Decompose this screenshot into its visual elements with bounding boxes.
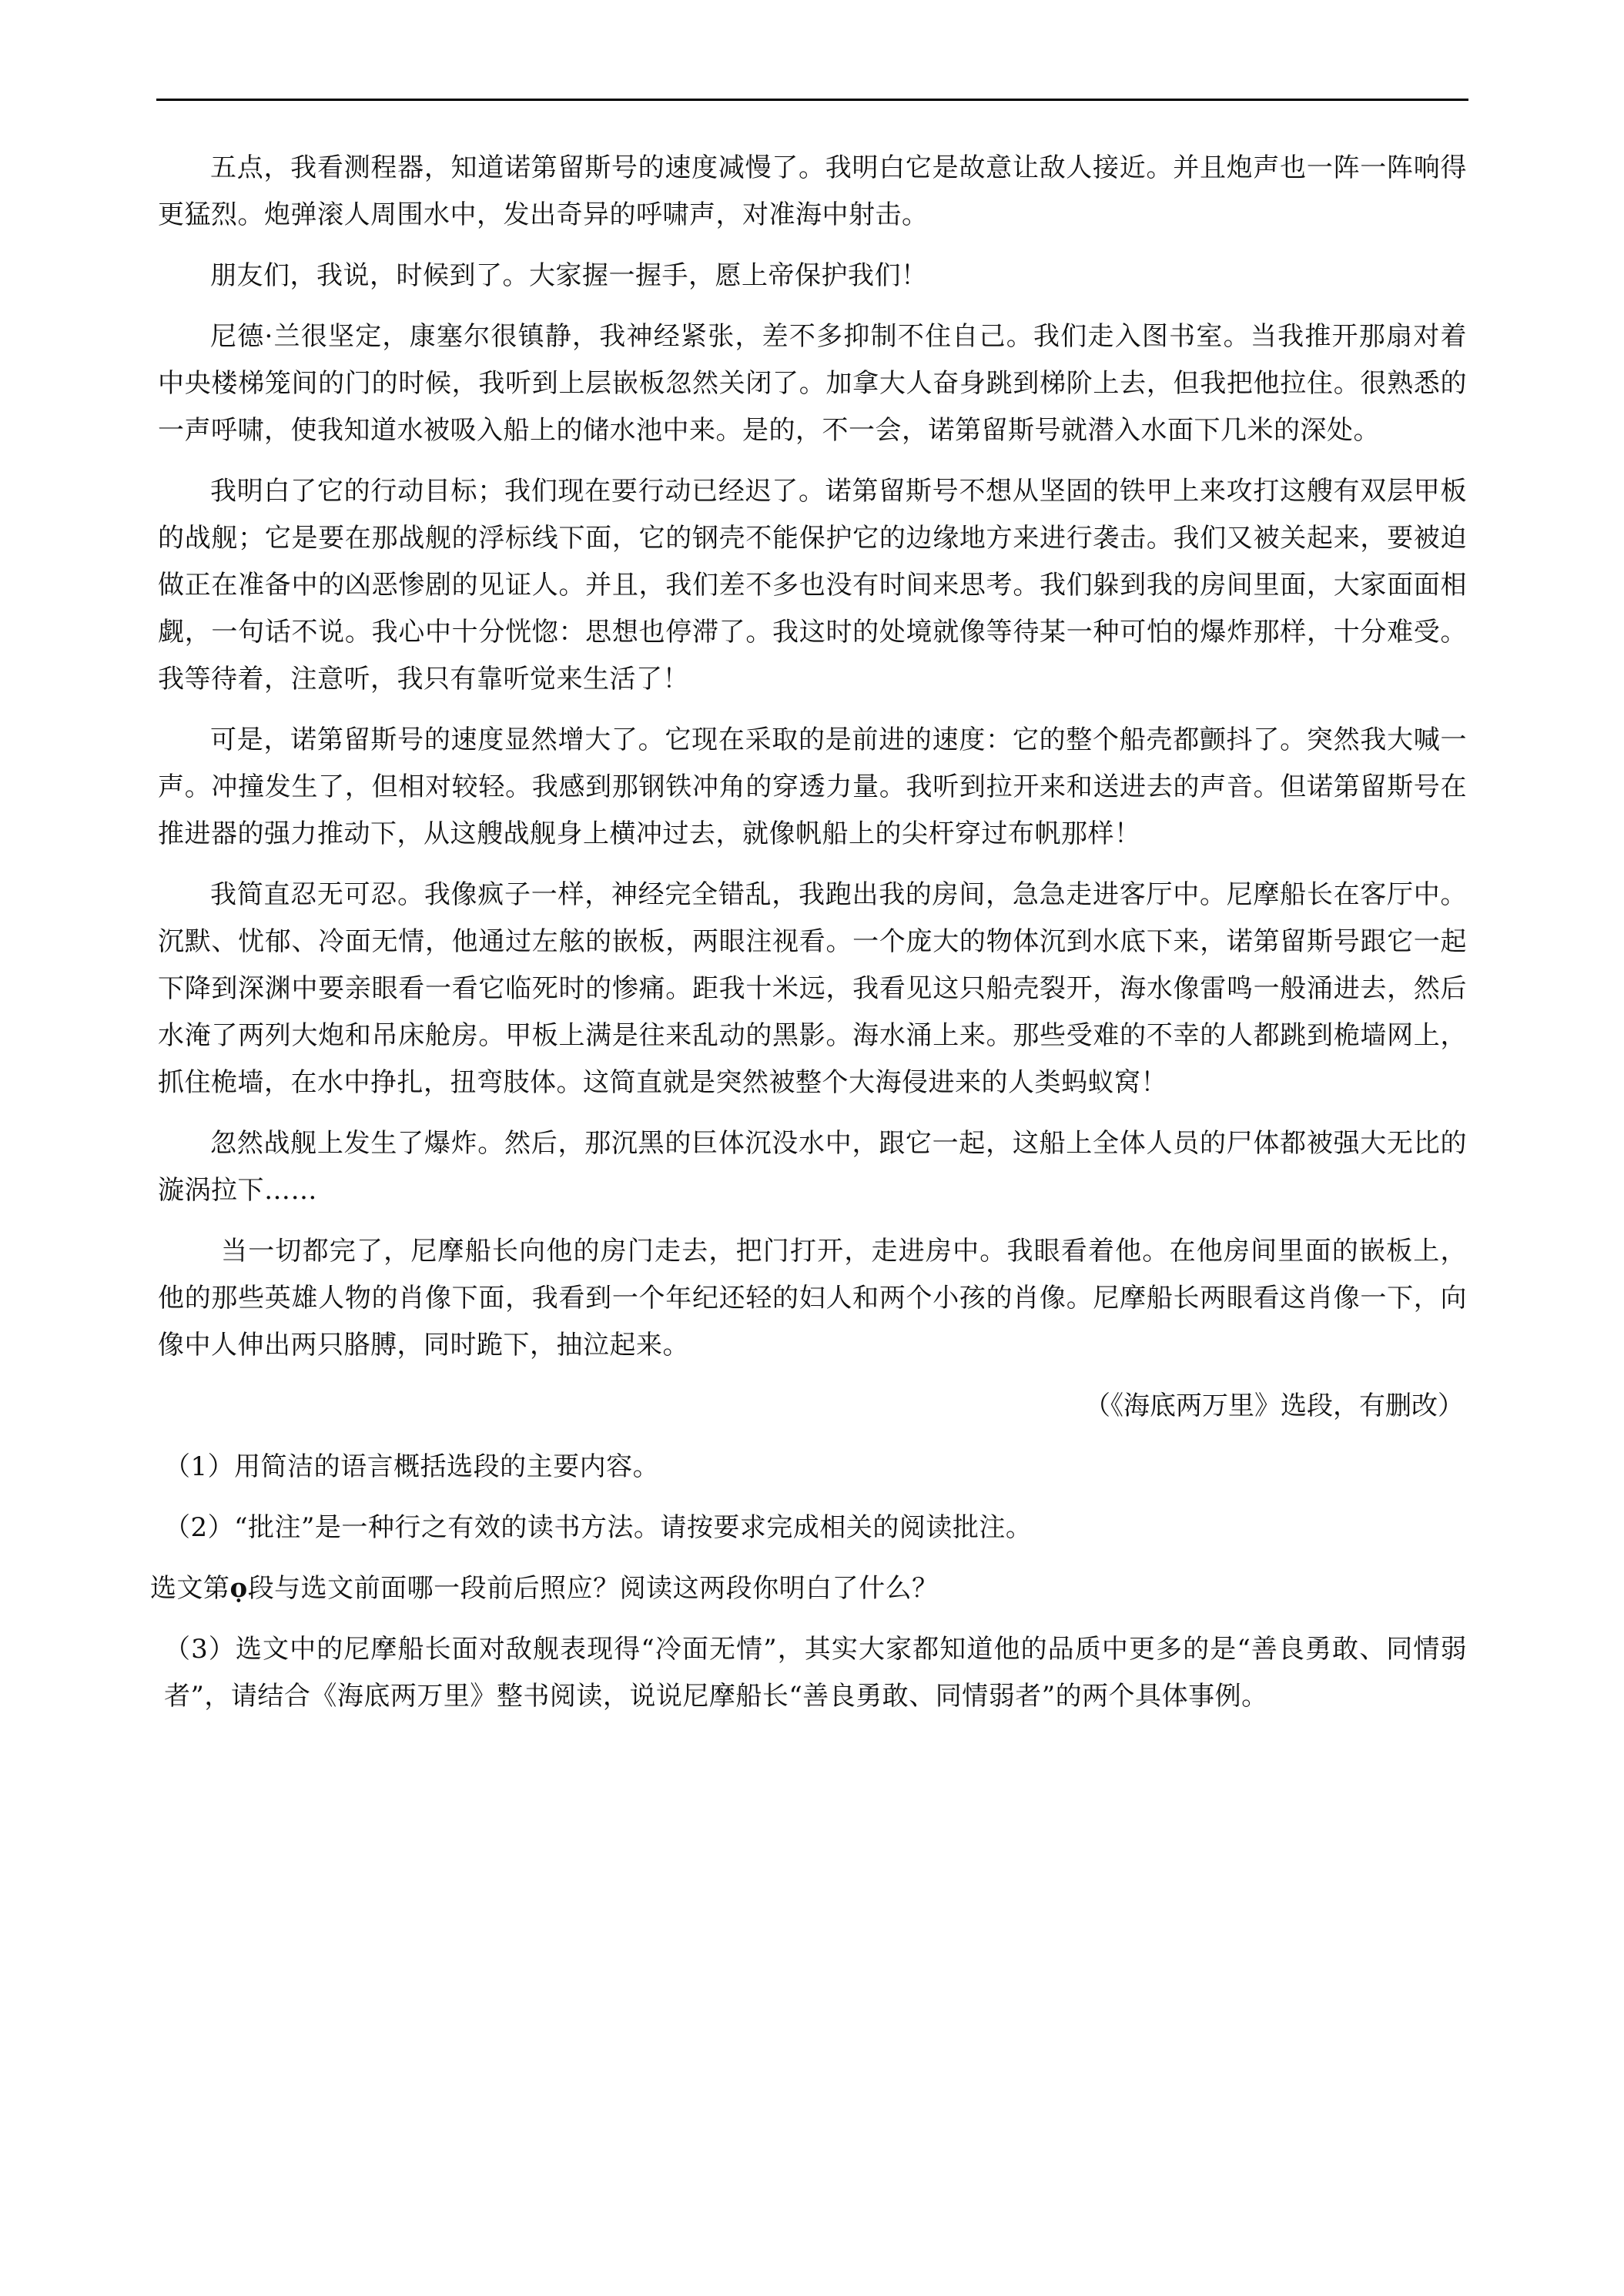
paragraph-8: 当一切都完了，尼摩船长向他的房门走去，把门打开，走进房中。我眼看着他。在他房间里面的嵌板上，他的那些英雄人物的肖像下面，我看到一个年纪还轻的妇人和两个小孩的肖像。尼摩船长两眼看这肖像一下，向像中人伸出两只胳膊，同时跪下，抽泣起来。 xyxy=(158,1236,1467,1361)
question-2: （2）“批注”是一种行之有效的读书方法。请按要求完成相关的阅读批注。 xyxy=(164,1512,1033,1543)
paragraph-4: 我明白了它的行动目标；我们现在要行动已经迟了。诺第留斯号不想从坚固的铁甲上来攻打这艘有双层甲板的战舰；它是要在那战舰的浮标线下面，它的钢壳不能保护它的边缘地方来进行袭击。我们又被关起来，要被迫做正在准备中的凶恶惨剧的见证人。并且，我们差不多也没有时间来思考。我们躲到我的房间里面，大家面面相觑，一句话不说。我心中十分恍惚：思想也停滞了。我这时的处境就像等待某一种可怕的爆炸那样，十分难受。我等待着，注意听，我只有靠听觉来生活了！ xyxy=(158,476,1467,694)
question-2-subprompt-start: 选文第 xyxy=(150,1573,230,1604)
question-2-subprompt xyxy=(150,1565,1467,1612)
paragraph-7: 忽然战舰上发生了爆炸。然后，那沉黑的巨体沉没水中，跟它一起，这船上全体人员的尸体都被强大无比的漩涡拉下…… xyxy=(158,1128,1467,1206)
question-3: （3）选文中的尼摩船长面对敌舰表现得“冷面无情”，其实大家都知道他的品质中更多的是“善良勇敢、同情弱者”，请结合《海底两万里》整书阅读，说说尼摩船长“善良勇敢、同情弱者”的两个具体事例。 xyxy=(164,1634,1467,1712)
source-citation: （《海底两万里》选段，有删改） xyxy=(1084,1391,1464,1421)
paragraph-2: 朋友们，我说，时候到了。大家握一握手，愿上帝保护我们！ xyxy=(210,260,928,291)
paragraph-6: 我简直忍无可忍。我像疯子一样，神经完全错乱，我跑出我的房间，急急走进客厅中。尼摩船长在客厅中。沉默、忧郁、冷面无情，他通过左舷的嵌板，两眼注视看。一个庞大的物体沉到水底下来，诺第留斯号跟它一起下降到深渊中要亲眼看一看它临死时的惨痛。距我十米远，我看见这只船壳裂开，海水像雷鸣一般涌进去，然后水淹了两列大炮和吊床舱房。甲板上满是往来乱动的黑影。海水涌上来。那些受难的不幸的人都跳到桅墙网上，抓住桅墙，在水中挣扎，扭弯肢体。这简直就是突然被整个大海侵进来的人类蚂蚁窝！ xyxy=(158,879,1467,1098)
paragraph-1: 五点，我看测程器，知道诺第留斯号的速度减慢了。我明白它是故意让敌人接近。并且炮声也一阵一阵响得更猛烈。炮弹滚人周围水中，发出奇异的呼啸声，对准海中射击。 xyxy=(158,152,1467,230)
question-2-subprompt-end: 段与选文前面哪一段前后照应？阅读这两段你明白了什么？ xyxy=(247,1573,939,1604)
paragraph-number-marker: ọ xyxy=(229,1573,248,1604)
document-body xyxy=(150,145,1467,1734)
question-1: （1）用简洁的语言概括选段的主要内容。 xyxy=(164,1451,660,1482)
header-rule xyxy=(156,99,1468,101)
paragraph-3: 尼德·兰很坚定，康塞尔很镇静，我神经紧张，差不多抑制不住自己。我们走入图书室。当我推开那扇对着中央楼梯笼间的门的时候，我听到上层嵌板忽然关闭了。加拿大人奋身跳到梯阶上去，但我把他拉住。很熟悉的一声呼啸，使我知道水被吸入船上的储水池中来。是的，不一会，诺第留斯号就潜入水面下几米的深处。 xyxy=(158,321,1467,446)
paragraph-5: 可是，诺第留斯号的速度显然增大了。它现在采取的是前进的速度：它的整个船壳都颤抖了。突然我大喊一声。冲撞发生了，但相对较轻。我感到那钢铁冲角的穿透力量。我听到拉开来和送进去的声音。但诺第留斯号在推进器的强力推动下，从这艘战舰身上横冲过去，就像帆船上的尖杆穿过布帆那样！ xyxy=(158,725,1467,849)
